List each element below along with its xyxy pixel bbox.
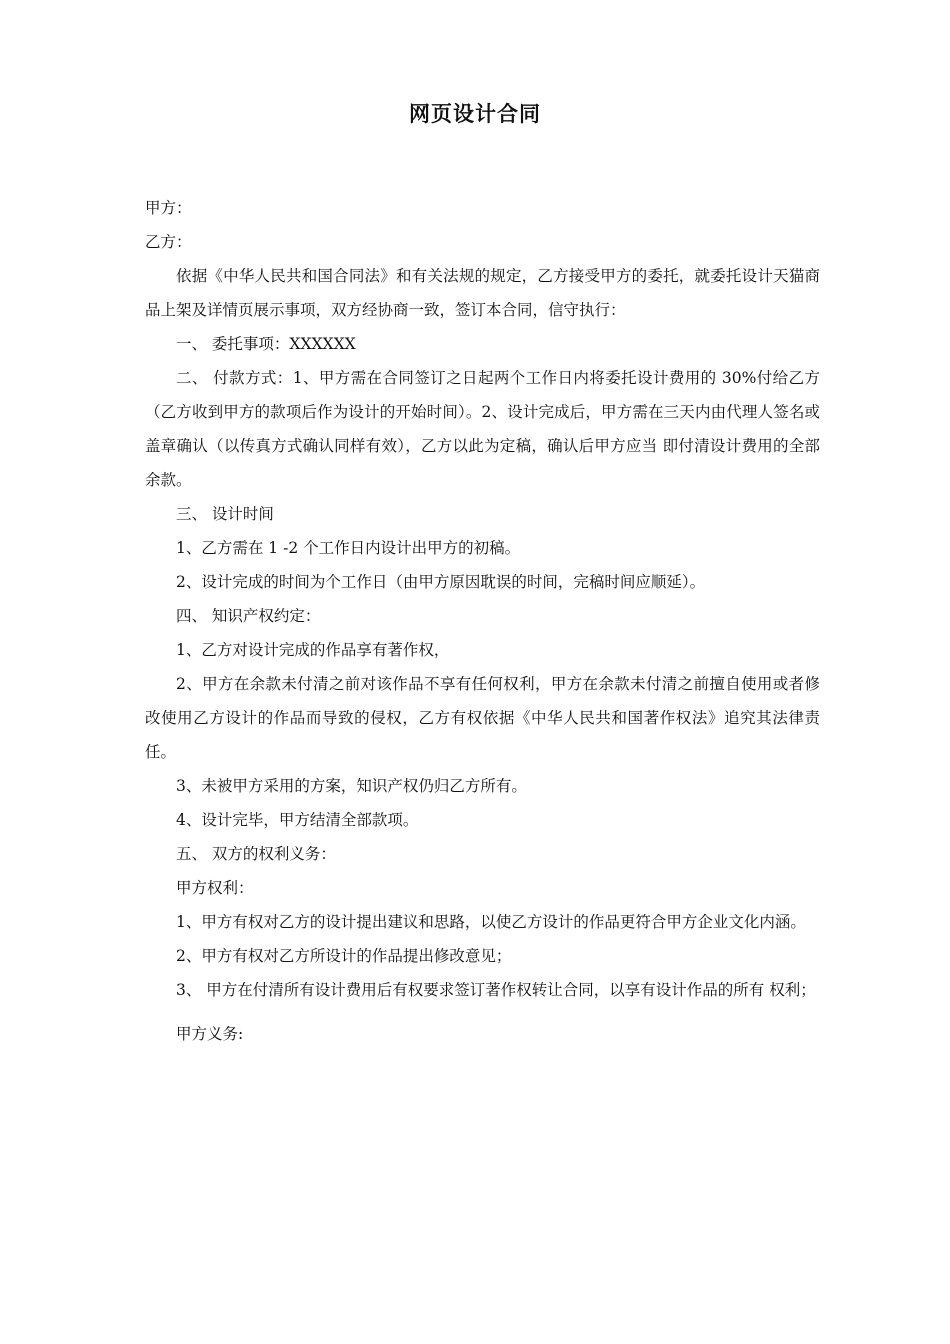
section-4-item-1: 1、乙方对设计完成的作品享有著作权， (176, 641, 450, 659)
section-4-item-2: 2、甲方在余款未付清之前对该作品不享有任何权利，甲方在余款未付清之前擅自使用或者修改使用乙方设计的作品而导致的侵权，乙方有权依据《中华人民共和国著作权法》追究其法律责任。 (145, 675, 820, 761)
party-a-rights-item-2: 2、甲方有权对乙方所设计的作品提出修改意见； (176, 947, 512, 965)
section-3-heading: 三、 设计时间 (176, 505, 274, 523)
party-b-line: 乙方： (145, 233, 192, 251)
section-3-item-2: 2、设计完成的时间为个工作日（由甲方原因耽误的时间，完稿时间应顺延）。 (176, 573, 706, 591)
section-4-item-4: 4、设计完毕，甲方结清全部款项。 (176, 811, 419, 829)
section-4-item-3: 3、未被甲方采用的方案，知识产权仍归乙方所有。 (176, 777, 527, 795)
party-a-obligations-heading: 甲方义务: (176, 1025, 244, 1043)
party-a-rights-item-1: 1、甲方有权对乙方的设计提出建议和思路，以使乙方设计的作品更符合甲方企业文化内涵。 (176, 913, 806, 931)
section-2-paragraph: 二、 付款方式：1、甲方需在合同签订之日起两个工作日内将委托设计费用的 30%付给乙方（乙方收到甲方的款项后作为设计的开始时间）。2、设计完成后，甲方需在三天内由代理人签名或盖章确认（以传真方式确认同样有效），乙方以此为定稿，确认后甲方应当 即付清设计费用的全部余款。 (145, 369, 820, 489)
document-title: 网页设计合同 (409, 102, 541, 126)
party-a-rights-item-3: 3、 甲方在付清所有设计费用后有权要求签订著作权转让合同，以享有设计作品的所有 权利； (176, 981, 816, 999)
party-a-line: 甲方： (145, 199, 192, 217)
section-1-heading: 一、 委托事项：XXXXXX (176, 335, 356, 353)
section-3-item-1: 1、乙方需在 1 -2 个工作日内设计出甲方的初稿。 (176, 539, 521, 557)
document-body (145, 191, 820, 1051)
preamble-paragraph: 依据《中华人民共和国合同法》和有关法规的规定，乙方接受甲方的委托，就委托设计天猫商品上架及详情页展示事项，双方经协商一致，签订本合同，信守执行： (145, 267, 820, 319)
section-4-heading: 四、 知识产权约定： (176, 607, 321, 625)
section-5-heading: 五、 双方的权利义务： (176, 845, 336, 863)
party-a-rights-heading: 甲方权利： (176, 879, 254, 897)
